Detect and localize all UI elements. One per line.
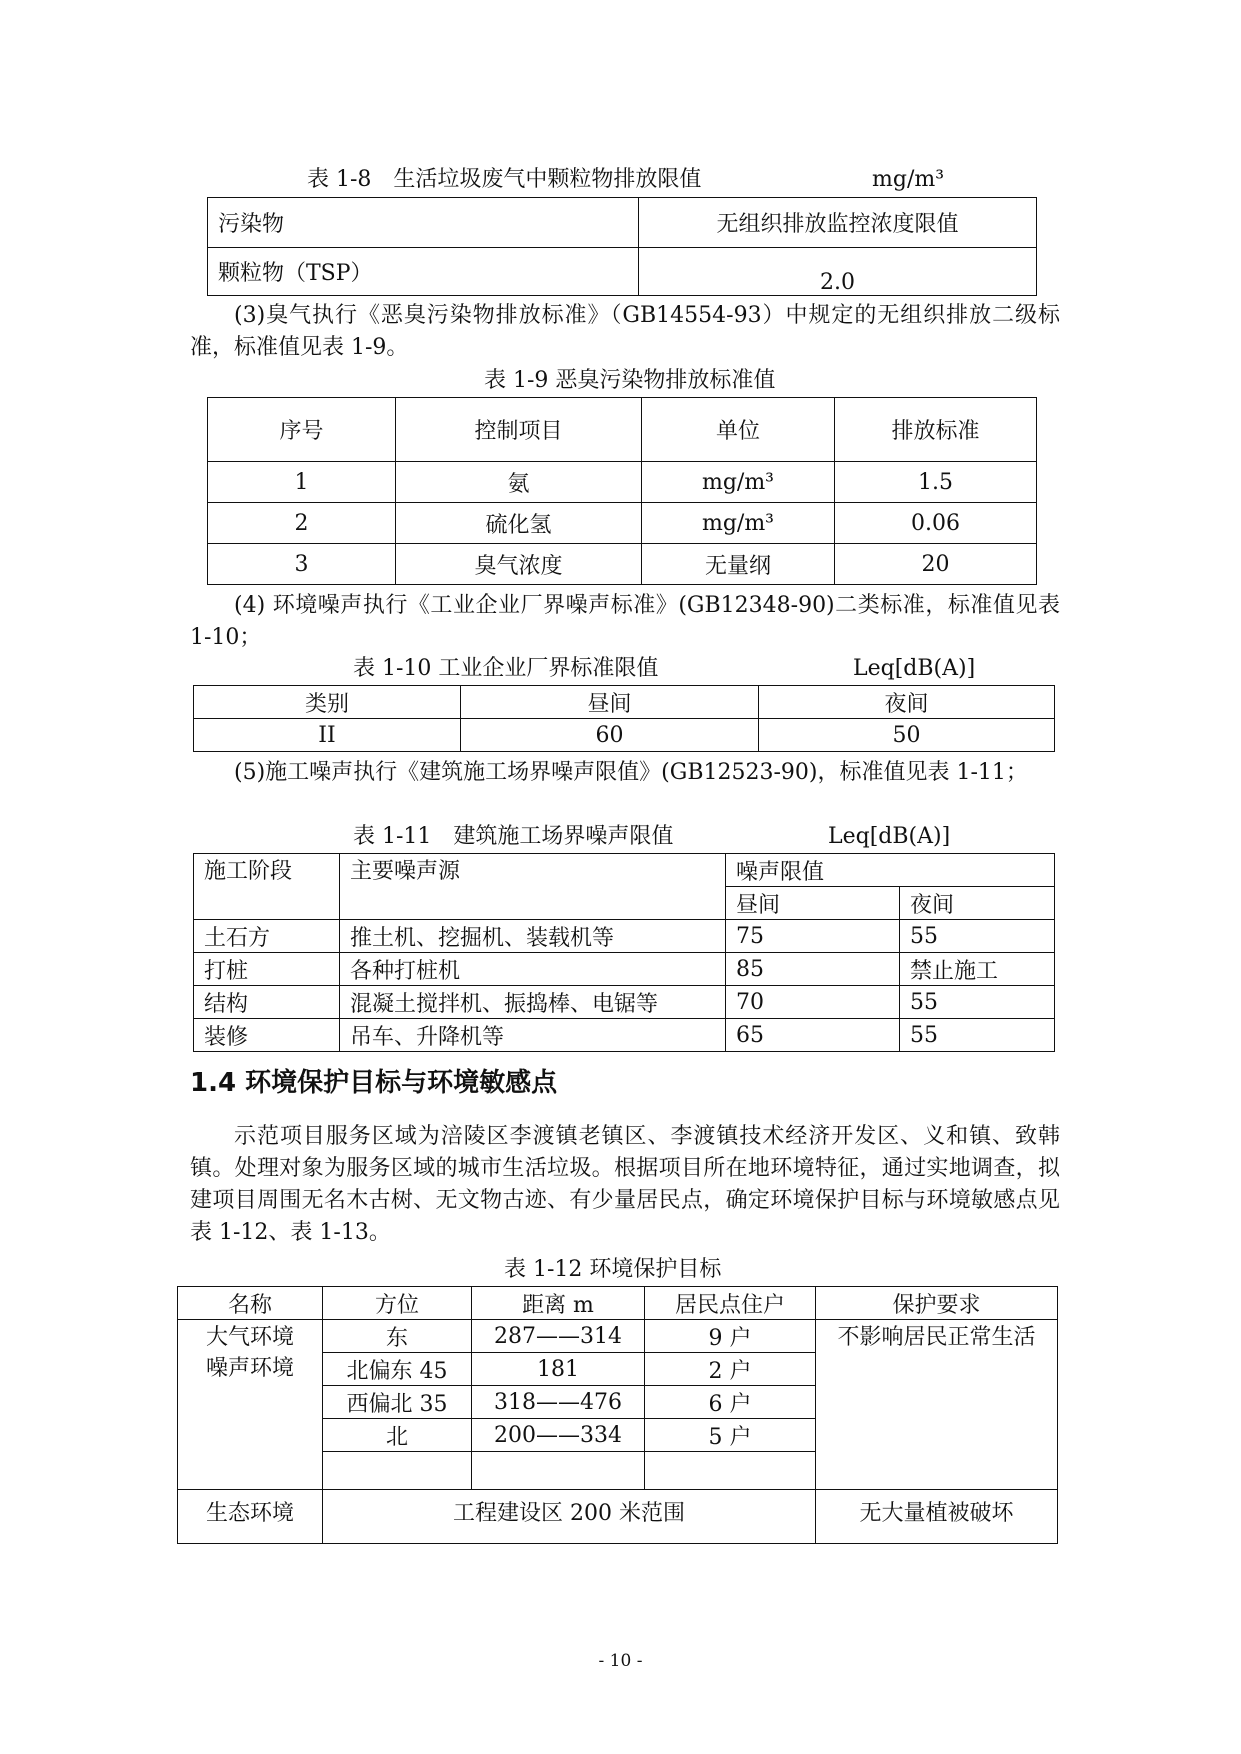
t12-header: 保护要求	[816, 1287, 1058, 1320]
t12-cell: 9 户	[645, 1320, 816, 1353]
table-row	[194, 953, 1055, 986]
t11-header-source: 主要噪声源	[340, 854, 726, 920]
t10-cell: 60	[461, 719, 759, 752]
t11-cell: 55	[900, 986, 1055, 1019]
table-row	[194, 1019, 1055, 1052]
table-1-9-caption: 表 1-9 恶臭污染物排放标准值	[484, 368, 776, 393]
t9-cell: 1.5	[835, 462, 1037, 503]
table-1-8-caption: 表 1-8 生活垃圾废气中颗粒物排放限值	[307, 167, 702, 192]
t12-cell-eco-req: 无大量植被破坏	[816, 1490, 1058, 1544]
t11-cell: 推土机、挖掘机、装载机等	[340, 920, 726, 953]
t12-empty-cell	[472, 1452, 645, 1490]
t11-cell: 混凝土搅拌机、振捣棒、电锯等	[340, 986, 726, 1019]
t9-cell: 硫化氢	[396, 503, 642, 544]
t11-cell: 装修	[194, 1019, 340, 1052]
t9-cell: 20	[835, 544, 1037, 585]
t12-cell: 西偏北 35	[323, 1386, 472, 1419]
t9-cell: 2	[208, 503, 396, 544]
section-heading: 1.4 环境保护目标与环境敏感点	[190, 1068, 558, 1098]
t12-cell: 5 户	[645, 1419, 816, 1452]
t12-cell: 200——334	[472, 1419, 645, 1452]
t12-cell-category	[178, 1320, 323, 1490]
t11-header-stage: 施工阶段	[194, 854, 340, 920]
t11-cell: 85	[726, 953, 900, 986]
t12-cell: 287——314	[472, 1320, 645, 1353]
t11-cell: 吊车、升降机等	[340, 1019, 726, 1052]
t12-cell: 318——476	[472, 1386, 645, 1419]
t12-cell-requirement: 不影响居民正常生活	[816, 1320, 1058, 1490]
t12-category-noise: 噪声环境	[205, 1356, 294, 1381]
t12-empty-cell	[323, 1452, 472, 1490]
t12-cell: 北	[323, 1419, 472, 1452]
t8-cell-tsp: 颗粒物（TSP）	[208, 248, 639, 296]
table-1-11	[193, 853, 1055, 1052]
t12-header: 距离 m	[472, 1287, 645, 1320]
t11-cell: 75	[726, 920, 900, 953]
t11-cell: 结构	[194, 986, 340, 1019]
t8-header-pollutant: 污染物	[208, 198, 639, 248]
t9-cell: 3	[208, 544, 396, 585]
t11-cell: 各种打桩机	[340, 953, 726, 986]
t11-cell: 打桩	[194, 953, 340, 986]
table-1-8	[207, 197, 1037, 296]
t12-cell: 2 户	[645, 1353, 816, 1386]
t9-cell: 氨	[396, 462, 642, 503]
table-1-9	[207, 397, 1037, 585]
t12-header: 名称	[178, 1287, 323, 1320]
t11-header-night: 夜间	[900, 887, 1055, 920]
table-1-10	[193, 685, 1055, 752]
t12-header: 方位	[323, 1287, 472, 1320]
t9-header: 控制项目	[396, 398, 642, 462]
table-1-11-caption: 表 1-11 建筑施工场界噪声限值	[353, 824, 674, 849]
table-1-10-caption: 表 1-10 工业企业厂界标准限值	[353, 656, 659, 681]
table-row	[178, 1490, 1058, 1544]
t10-cell: II	[194, 719, 461, 752]
table-row	[178, 1320, 1058, 1353]
t9-cell: 0.06	[835, 503, 1037, 544]
t11-cell: 土石方	[194, 920, 340, 953]
t11-header-day: 昼间	[726, 887, 900, 920]
t8-header-limit: 无组织排放监控浓度限值	[639, 198, 1037, 248]
t9-cell: 无量纲	[642, 544, 835, 585]
t12-cell: 北偏东 45	[323, 1353, 472, 1386]
t11-header-limit: 噪声限值	[726, 854, 1055, 887]
paragraph-odor-standard: (3)臭气执行《恶臭污染物排放标准》（GB14554-93）中规定的无组织排放二级标准，标准值见表 1-9。	[190, 303, 1060, 360]
t9-cell: mg/m³	[642, 503, 835, 544]
paragraph-protection-targets: 示范项目服务区域为涪陵区李渡镇老镇区、李渡镇技术经济开发区、义和镇、致韩镇。处理对象为服务区域的城市生活垃圾。根据项目所在地环境特征，通过实地调查，拟建项目周围无名木古树、无文物古迹、有少量居民点，确定环境保护目标与环境敏感点见表 1-12、表 1-13。	[190, 1124, 1060, 1245]
t10-header: 夜间	[759, 686, 1055, 719]
t12-header: 居民点住户	[645, 1287, 816, 1320]
table-row	[194, 719, 1055, 752]
table-1-8-unit: mg/m³	[872, 167, 945, 192]
table-1-11-unit: Leq[dB(A)]	[828, 824, 951, 849]
table-1-12-caption: 表 1-12 环境保护目标	[504, 1257, 722, 1282]
t10-cell: 50	[759, 719, 1055, 752]
t8-cell-value: 2.0	[639, 248, 1037, 296]
t9-header: 序号	[208, 398, 396, 462]
t10-header: 类别	[194, 686, 461, 719]
table-1-10-unit: Leq[dB(A)]	[853, 656, 976, 681]
table-row	[208, 503, 1037, 544]
t12-cell-eco-range: 工程建设区 200 米范围	[323, 1490, 816, 1544]
page-number: - 10 -	[598, 1651, 643, 1671]
t12-cell: 6 户	[645, 1386, 816, 1419]
t9-header: 排放标准	[835, 398, 1037, 462]
table-1-12	[177, 1286, 1058, 1544]
t10-header: 昼间	[461, 686, 759, 719]
t9-cell: 1	[208, 462, 396, 503]
t12-cell-eco: 生态环境	[178, 1490, 323, 1544]
t12-category-air: 大气环境	[205, 1325, 294, 1350]
paragraph-construction-noise: (5)施工噪声执行《建筑施工场界噪声限值》(GB12523-90)，标准值见表 1-11；	[234, 760, 1028, 785]
table-row	[208, 462, 1037, 503]
t11-cell: 65	[726, 1019, 900, 1052]
paragraph-noise-standard: (4) 环境噪声执行《工业企业厂界噪声标准》(GB12348-90)二类标准，标准值见表 1-10；	[190, 593, 1060, 650]
t9-cell: mg/m³	[642, 462, 835, 503]
t12-empty-cell	[645, 1452, 816, 1490]
table-row	[208, 544, 1037, 585]
t11-cell: 55	[900, 1019, 1055, 1052]
t9-header: 单位	[642, 398, 835, 462]
t9-cell: 臭气浓度	[396, 544, 642, 585]
table-row	[194, 920, 1055, 953]
table-row	[194, 986, 1055, 1019]
t12-cell: 东	[323, 1320, 472, 1353]
t11-cell: 55	[900, 920, 1055, 953]
t11-cell: 禁止施工	[900, 953, 1055, 986]
t12-cell: 181	[472, 1353, 645, 1386]
t11-cell: 70	[726, 986, 900, 1019]
